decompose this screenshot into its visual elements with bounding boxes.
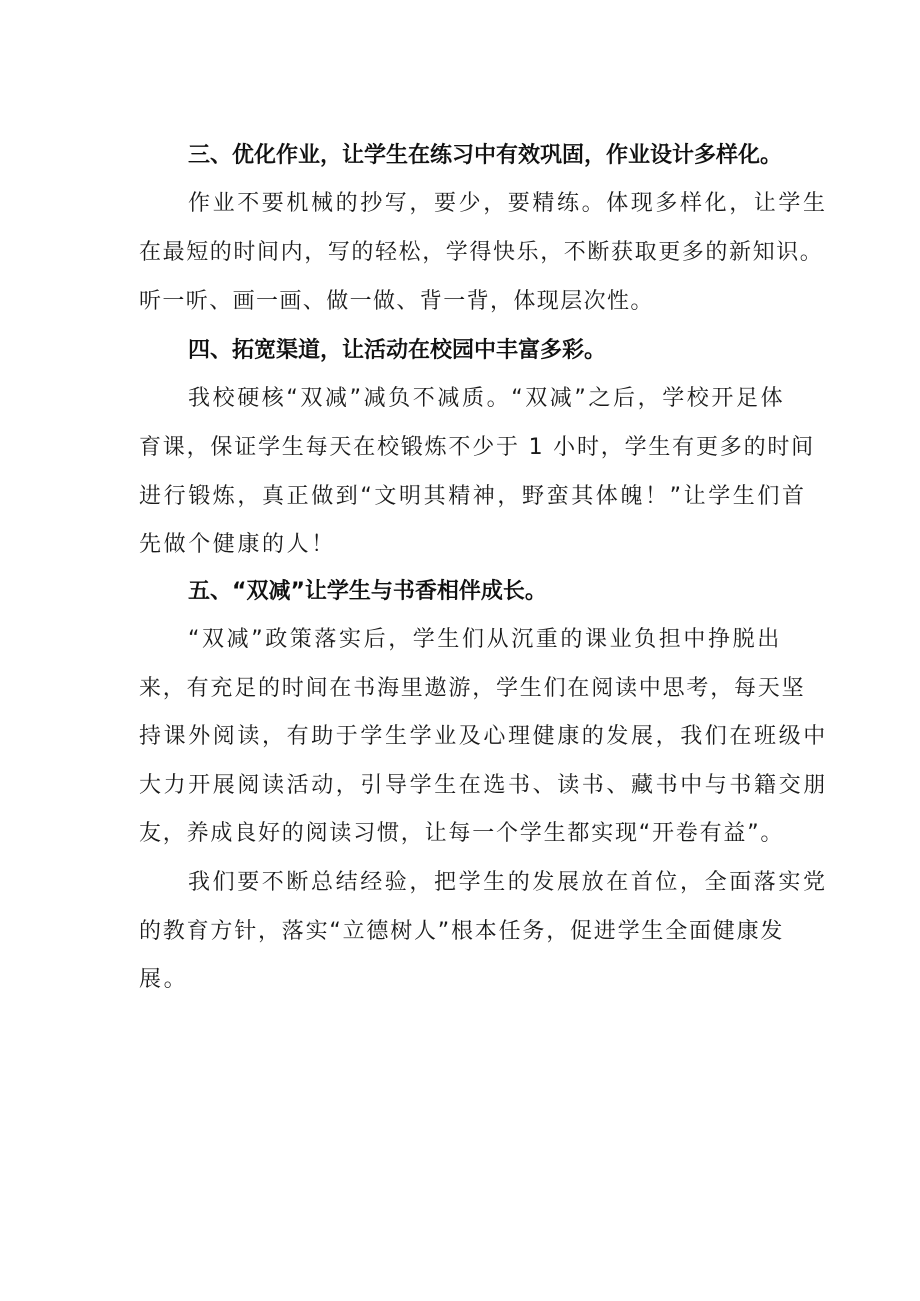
section-4-line: 先做个健康的人！	[139, 532, 336, 557]
conclusion-line: 的教育方针，落实“立德树人”根本任务，促进学生全面健康发	[139, 919, 785, 944]
conclusion-line: 我们要不断总结经验，把学生的发展放在首位，全面落实党	[188, 870, 828, 895]
section-5-heading: 五、“双减”让学生与书香相伴成长。	[188, 579, 547, 604]
section-4-heading: 四、拓宽渠道，让活动在校园中丰富多彩。	[188, 338, 607, 363]
section-3-line: 作业不要机械的抄写，要少，要精练。体现多样化，让学生	[188, 191, 828, 216]
section-4-line: 育课，保证学生每天在校锻炼不少于 1 小时，学生有更多的时间	[139, 435, 815, 460]
section-5-line: 大力开展阅读活动，引导学生在选书、读书、藏书中与书籍交朋	[139, 773, 828, 798]
section-5-line: 持课外阅读，有助于学生学业及心理健康的发展，我们在班级中	[139, 724, 828, 749]
conclusion-line: 展。	[139, 967, 189, 992]
section-3-line: 在最短的时间内，写的轻松，学得快乐，不断获取更多的新知识。	[139, 240, 824, 265]
section-4-line: 进行锻炼，真正做到“文明其精神，野蛮其体魄！”让学生们首	[139, 484, 807, 509]
section-3-heading: 三、优化作业，让学生在练习中有效巩固，作业设计多样化。	[188, 143, 783, 168]
section-5-line: 来，有充足的时间在书海里遨游，学生们在阅读中思考，每天坚	[139, 676, 806, 701]
section-4-line: 我校硬核“双减”减负不减质。“双减”之后，学校开足体	[188, 386, 786, 411]
section-5-line: “双减”政策落实后，学生们从沉重的课业负担中挣脱出	[188, 627, 782, 652]
section-3-line: 听一听、画一画、做一做、背一背，体现层次性。	[139, 289, 654, 314]
section-5-line: 友，养成良好的阅读习惯，让每一个学生都实现“开卷有益”。	[139, 821, 785, 846]
